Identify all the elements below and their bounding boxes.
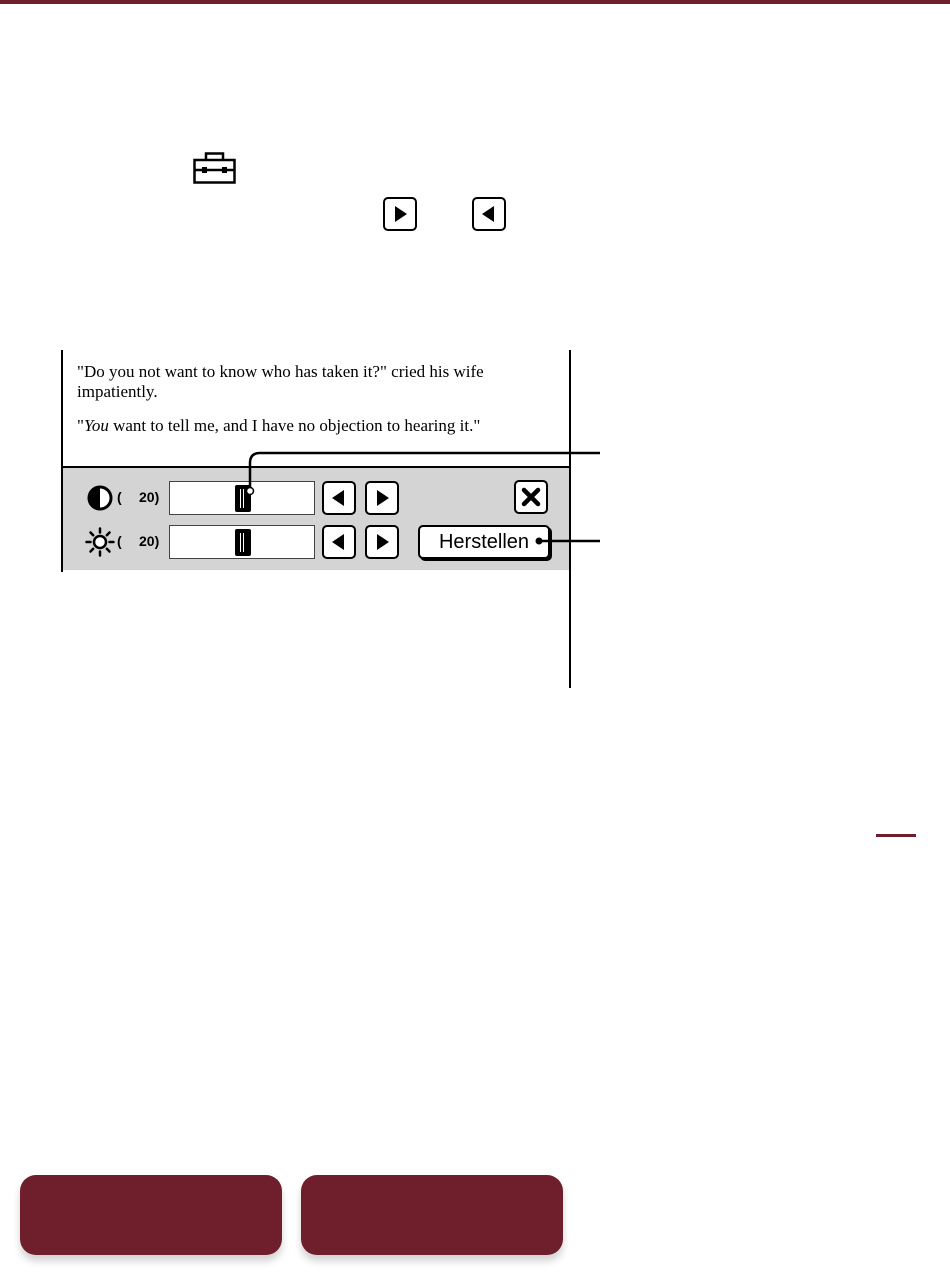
close-icon — [516, 482, 546, 512]
reader-screen — [61, 350, 571, 570]
triangle-right-icon — [385, 199, 415, 229]
triangle-left-icon — [324, 483, 354, 513]
contrast-paren: ( — [117, 489, 122, 505]
brightness-decrease-button[interactable] — [322, 525, 356, 559]
page-marker-line — [876, 834, 916, 837]
contrast-decrease-button[interactable] — [322, 481, 356, 515]
quote-open: " — [77, 416, 84, 435]
reading-text — [77, 362, 547, 450]
brightness-paren: ( — [117, 533, 122, 549]
reading-paragraph-2 — [77, 416, 547, 436]
contrast-icon — [85, 483, 115, 513]
contrast-slider-thumb[interactable] — [235, 485, 251, 512]
triangle-left-icon — [474, 199, 504, 229]
brightness-slider-thumb[interactable] — [235, 529, 251, 556]
display-settings-panel — [61, 466, 571, 570]
brightness-slider[interactable] — [169, 525, 315, 559]
contrast-slider[interactable] — [169, 481, 315, 515]
reading-paragraph-1: "Do you not want to know who has taken it?" cried his wife impatiently. — [77, 362, 484, 401]
triangle-right-icon — [367, 483, 397, 513]
reading-paragraph-2-rest: want to tell me, and I have no objection to hearing it." — [108, 416, 481, 435]
close-button[interactable] — [514, 480, 548, 514]
emphasis-word: You — [83, 416, 109, 435]
restore-button[interactable]: Herstellen — [418, 525, 550, 559]
brightness-icon — [85, 527, 115, 557]
triangle-left-icon — [324, 527, 354, 557]
nav-button-right[interactable] — [301, 1175, 563, 1255]
brightness-row — [61, 524, 571, 560]
next-page-key[interactable] — [383, 197, 417, 231]
top-accent-rule — [0, 0, 950, 4]
triangle-right-icon — [367, 527, 397, 557]
brightness-value: 20) — [139, 533, 160, 549]
contrast-value: 20) — [139, 489, 160, 505]
nav-button-left[interactable] — [20, 1175, 282, 1255]
contrast-row — [61, 480, 571, 516]
brightness-increase-button[interactable] — [365, 525, 399, 559]
prev-page-key[interactable] — [472, 197, 506, 231]
contrast-increase-button[interactable] — [365, 481, 399, 515]
toolbox-icon — [193, 152, 236, 184]
